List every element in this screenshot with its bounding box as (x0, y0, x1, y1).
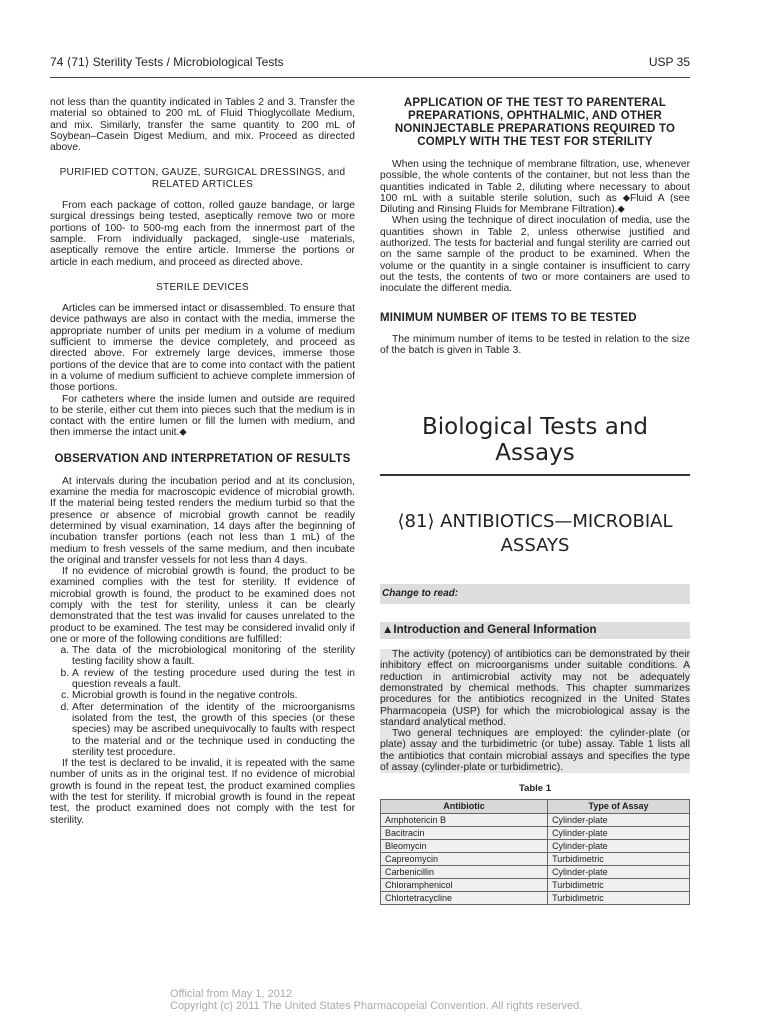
section-heading-devices: STERILE DEVICES (156, 281, 249, 293)
left-column (50, 97, 355, 826)
table-header: Antibiotic (381, 799, 548, 813)
paragraph: Two general techniques are employed: the cylinder-plate (or plate) assay and the turbidimetric (or tube) assay. Table 1 lists all the antibiotics that contain microbial assays and specifies the type of assay (cylinder-plate or turbidimetric). (380, 728, 690, 774)
table-cell: Turbidimetric (548, 878, 690, 891)
table-cell: Bacitracin (381, 826, 548, 839)
list-item: c. Microbial growth is found in the negative controls. (72, 690, 355, 701)
paragraph: If no evidence of microbial growth is found, the product to be examined complies with the test for sterility. If evidence of microbial growth is found, the product to be examined does not comply with the test for sterility, unless it can be clearly demonstrated that the test was invalid for causes unrelated to the product to be examined. The test may be considered invalid only if one or more of the following conditions are fulfilled: (50, 566, 355, 645)
table-cell: Turbidimetric (548, 891, 690, 904)
paragraph: When using the technique of direct inoculation of media, use the quantities shown in Table 2, unless otherwise justified and authorized. The tests for bacterial and fungal sterility are carried out on the same sample of the product to be examined. When the volume or the quantity in a single container is insufficient to carry out the tests, the contents of two or more containers are used to inoculate the different media. (380, 215, 690, 295)
list-item: a. The data of the microbiological monitoring of the sterility testing facility show a fault. (72, 645, 355, 668)
paragraph: When using the technique of membrane filtration, use, whenever possible, the whole contents of the container, but not less than the quantities indicated in Table 2, diluting where necessary to about 100 mL with a suitable sterile solution, such as ⬥Fluid A (see Diluting and Rinsing Fluids for Membrane Filtration).⬥ (380, 159, 690, 216)
intro-heading: ▲Introduction and General Information (380, 622, 690, 639)
title-rule (380, 474, 690, 476)
table-row (381, 878, 690, 891)
header-divider (50, 77, 690, 78)
table-cell: Cylinder-plate (548, 813, 690, 826)
table-cell: Turbidimetric (548, 852, 690, 865)
paragraph: not less than the quantity indicated in Tables 2 and 3. Transfer the material so obtained to 200 mL of Fluid Thioglycollate Medium, and mix. Similarly, transfer the same quantity to 200 mL of Soybean–Casein Digest Medium, and mix. Proceed as directed above. (50, 97, 355, 154)
paragraph: The activity (potency) of antibiotics can be demonstrated by their inhibitory effect on microorganisms under suitable conditions. A reduction in antimicrobial activity may not be adequately demonstrated by chemical methods. This chapter summarizes procedures for the antibiotics recognized in the United States Pharmacopeia (USP) for which the microbiological assay is the standard analytical method. (380, 649, 690, 728)
table-header: Type of Assay (548, 799, 690, 813)
table-row (381, 826, 690, 839)
table-row (381, 891, 690, 904)
chapter-title: ⟨81⟩ ANTIBIOTICS—MICROBIAL ASSAYS (397, 511, 673, 557)
table-row (381, 839, 690, 852)
antibiotics-table (380, 799, 690, 905)
table-row (381, 852, 690, 865)
table-cell: Bleomycin (381, 839, 548, 852)
section-heading-application: APPLICATION OF THE TEST TO PARENTERAL PREPARATIONS, OPHTHALMIC, AND OTHER NONINJECTABLE PREPARATIONS REQUIRED TO COMPLY WITH THE TEST FOR STERILITY (394, 97, 676, 148)
paragraph: Articles can be immersed intact or disassembled. To ensure that device pathways are also in contact with the media, immerse the appropriate number of units per medium in a volume of medium sufficient to immerse the device completely, and proceed as directed above. For extremely large devices, immerse those portions of the device that are to come into contact with the patient in a volume of medium sufficient to achieve complete immersion of those portions. (50, 303, 355, 394)
section-heading-observation: OBSERVATION AND INTERPRETATION OF RESULTS (54, 452, 351, 465)
footer-line: Official from May 1, 2012 (170, 988, 293, 1000)
list-item: d. After determination of the identity of the microorganisms isolated from the test, the growth of this species (or these species) may be ascribed unequivocally to faults with respect to the material and or the technique used in conducting the sterility test procedure. (72, 702, 355, 758)
header-left: 74 ⟨71⟩ Sterility Tests / Microbiological Tests (50, 55, 284, 69)
table-cell: Capreomycin (381, 852, 548, 865)
table-caption: Table 1 (518, 783, 552, 795)
table-cell: Cylinder-plate (548, 826, 690, 839)
table-cell: Cylinder-plate (548, 839, 690, 852)
table-cell: Carbenicillin (381, 865, 548, 878)
table-cell: Chloramphenicol (381, 878, 548, 891)
part-title: Biological Tests and Assays (422, 414, 648, 467)
header-right: USP 35 (648, 55, 690, 69)
invalid-conditions-list (50, 645, 355, 758)
paragraph: If the test is declared to be invalid, it is repeated with the same number of units as in the original test. If no evidence of microbial growth is found in the repeat test, the product examined complies with the test for sterility. If microbial growth is found in the repeat test, the product examined does not comply with the test for sterility. (50, 758, 355, 826)
section-heading-cotton: PURIFIED COTTON, GAUZE, SURGICAL DRESSINGS, and RELATED ARTICLES (59, 167, 346, 190)
section-heading-minimum: MINIMUM NUMBER OF ITEMS TO BE TESTED (380, 311, 637, 324)
table-cell: Amphotericin B (381, 813, 548, 826)
paragraph: From each package of cotton, rolled gauze bandage, or large surgical dressings being tested, aseptically remove two or more portions of 100- to 500-mg each from the innermost part of the sample. From individually packaged, single-use materials, aseptically remove the entire article. Immerse the portions or article in each medium, and proceed as directed above. (50, 200, 355, 268)
list-item: b. A review of the testing procedure used during the test in question reveals a fault. (72, 668, 355, 691)
change-notice: Change to read: (380, 584, 690, 603)
table-cell: Chlortetracycline (381, 891, 548, 904)
paragraph: For catheters where the inside lumen and outside are required to be sterile, either cut them into pieces such that the medium is in contact with the entire lumen or fill the lumen with medium, and then immerse the intact unit.⬥ (50, 393, 355, 439)
right-column (380, 97, 690, 905)
running-header (50, 55, 690, 69)
footer-line: Copyright (c) 2011 The United States Pharmacopeial Convention. All rights reserved. (170, 1000, 583, 1012)
paragraph: The minimum number of items to be tested in relation to the size of the batch is given in Table 3. (380, 333, 690, 357)
table-cell: Cylinder-plate (548, 865, 690, 878)
table-row (381, 865, 690, 878)
paragraph: At intervals during the incubation period and at its conclusion, examine the media for macroscopic evidence of microbial growth. If the material being tested renders the medium turbid so that the presence or absence of microbial growth cannot be readily determined by visual examination, 14 days after the beginning of incubation transfer portions (each not less than 1 mL) of the medium to fresh vessels of the same medium, and then incubate the original and transfer vessels for not less than 4 days. (50, 475, 355, 566)
table-row (381, 813, 690, 826)
footer-watermark (170, 988, 582, 1012)
